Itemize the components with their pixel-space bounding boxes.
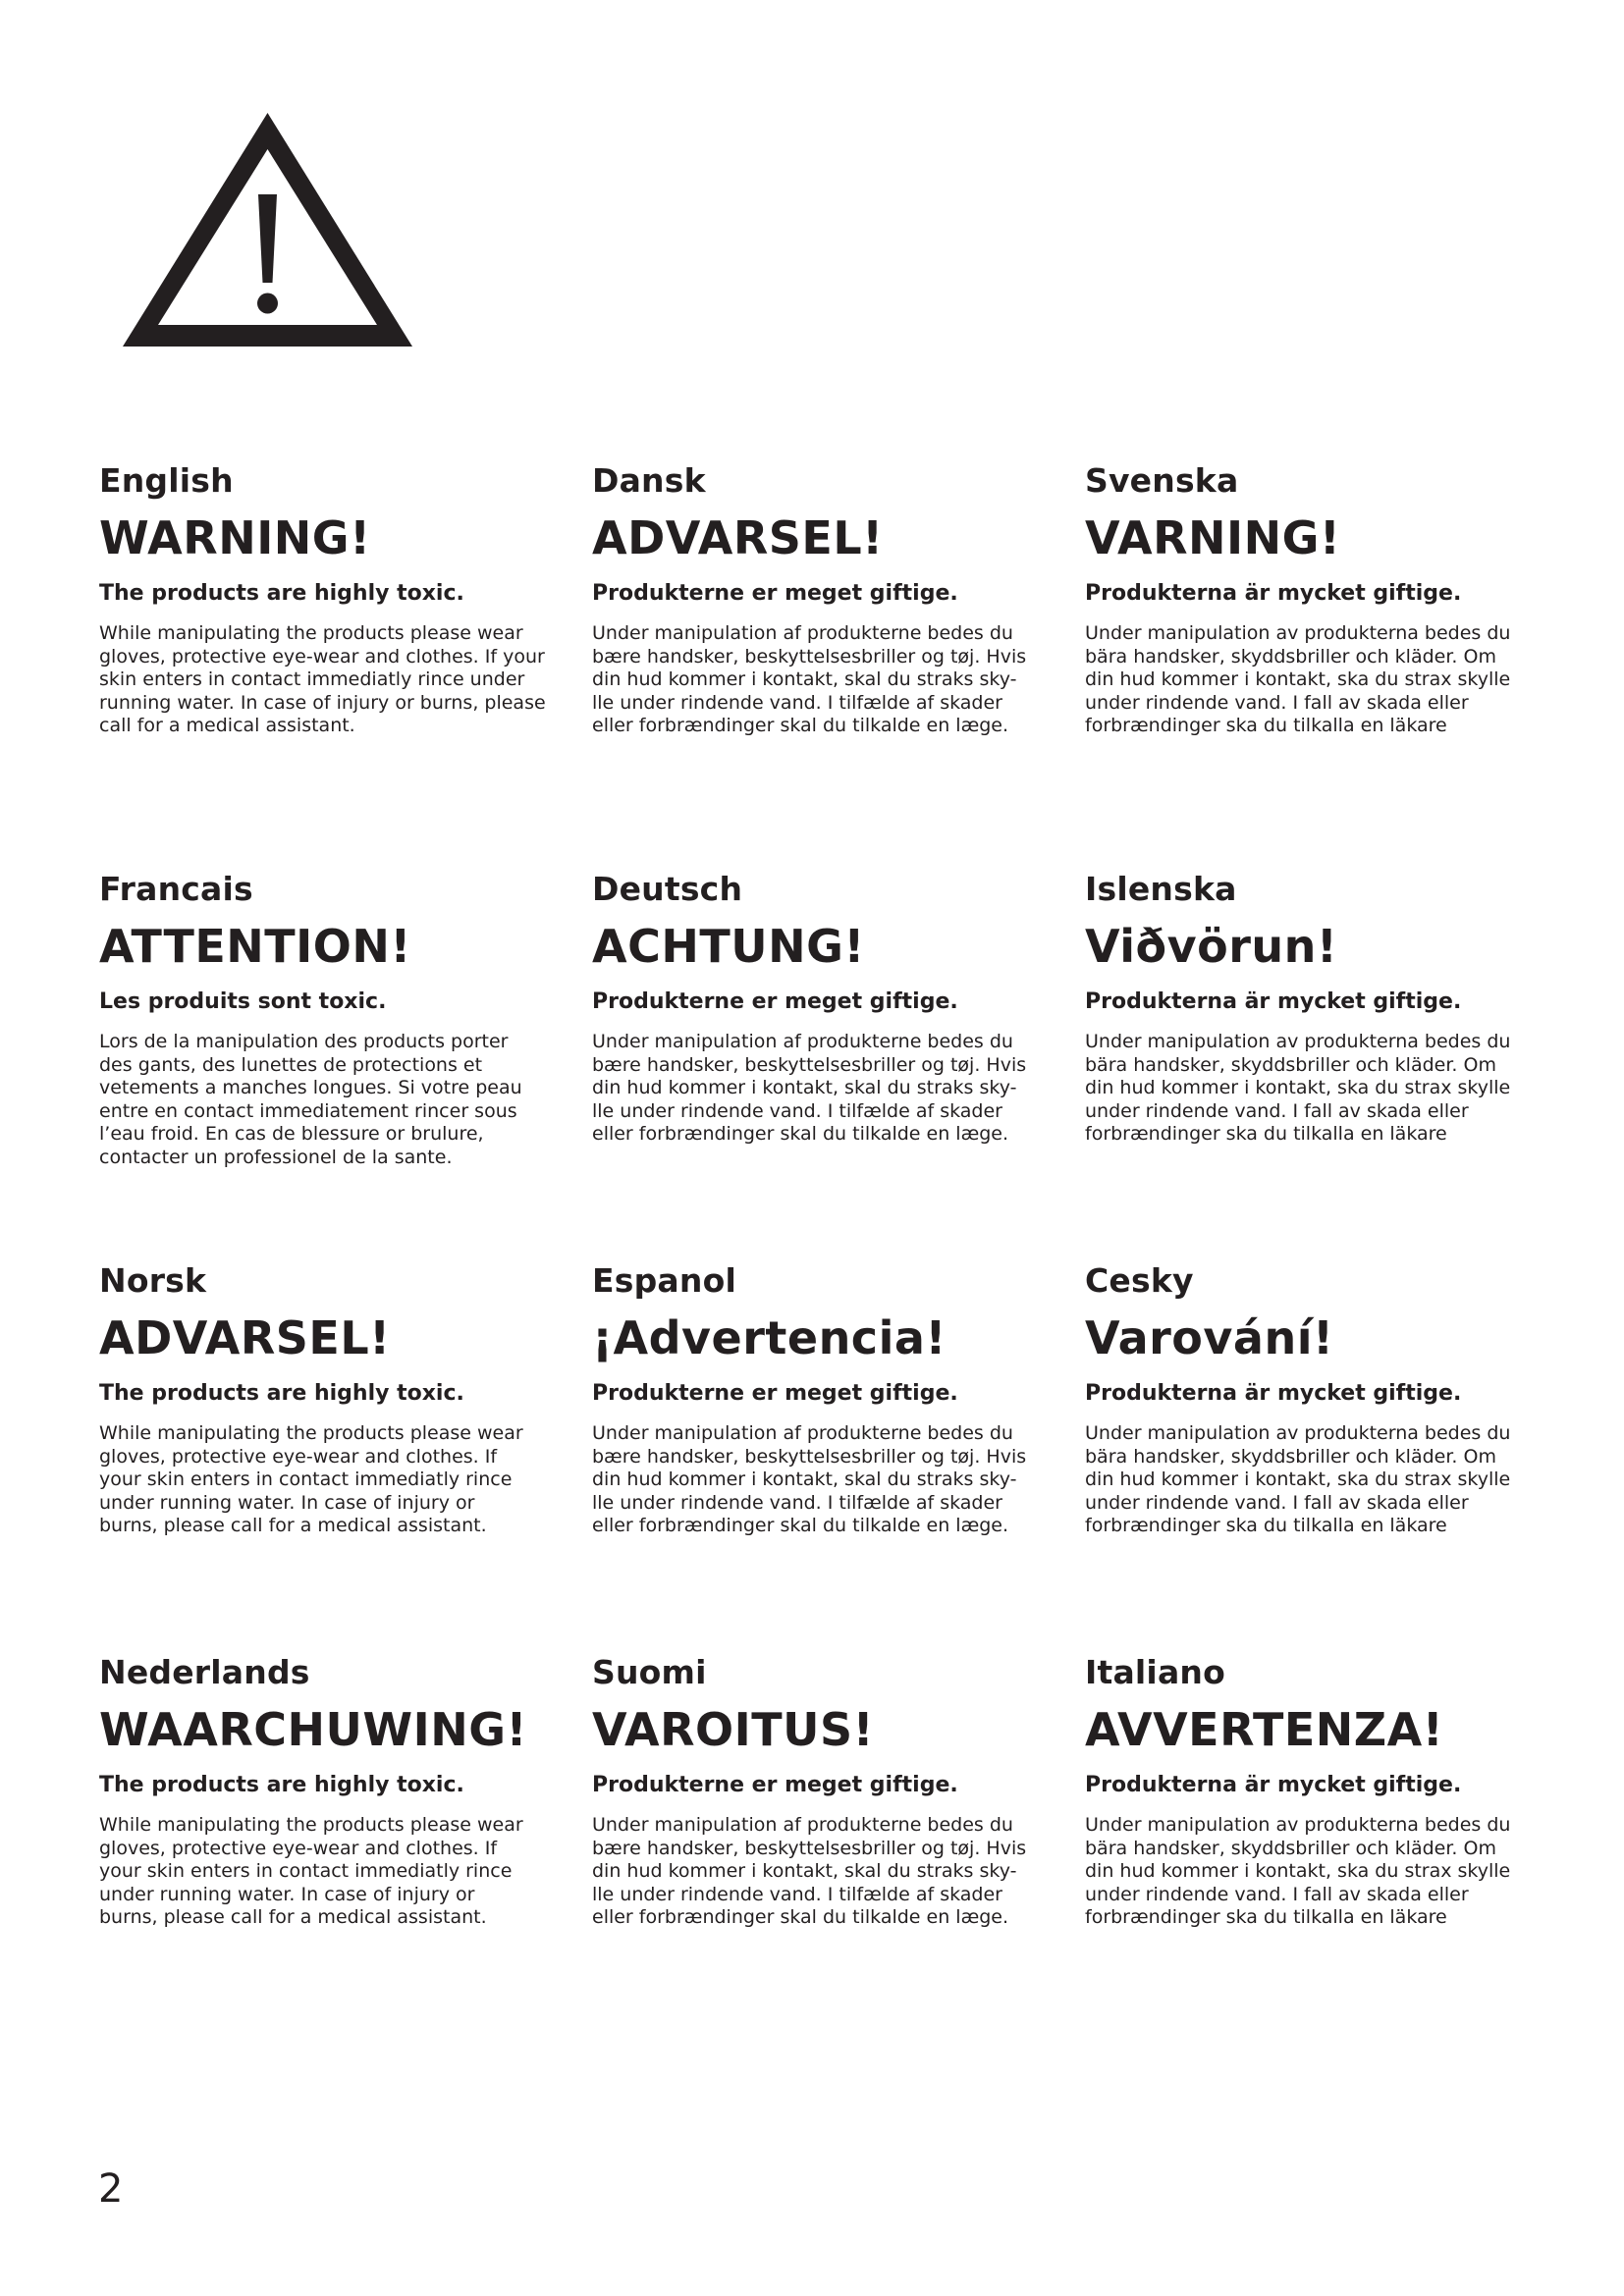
warning-section-cesky [1085,1259,1578,1651]
warning-subheading: Produkterna är mycket giftige. [1085,1773,1462,1797]
warning-headline: ADVARSEL! [592,511,884,564]
warning-section-dansk [592,459,1085,868]
warning-headline: AVVERTENZA! [1085,1703,1444,1756]
warning-section-francais [99,868,592,1259]
warning-subheading: Les produits sont toxic. [99,989,387,1014]
language-name: Espanol [592,1261,736,1300]
warning-body: Under manipulation af produkterne bedes du bære handsker, beskyttelsesbriller og tøj. Hvis din hud kommer i kontakt, skal du straks sky- lle under rindende vand. I tilfælde af skader eller forbrændinger skal du tilkalde en læge. [592,1814,1027,1928]
warning-headline: Viðvörun! [1085,920,1338,973]
warning-section-espanol [592,1259,1085,1651]
warning-headline: Varování! [1085,1311,1334,1364]
warning-triangle-icon [118,108,417,351]
page-number: 2 [98,2166,124,2212]
warning-body: Under manipulation af produkterne bedes du bære handsker, beskyttelsesbriller og tøj. Hvis din hud kommer i kontakt, skal du straks sky- lle under rindende vand. I tilfælde af skader eller forbrændinger skal du tilkalde en læge. [592,622,1027,736]
language-name: English [99,461,234,500]
warning-body: While manipulating the products please wear gloves, protective eye-wear and clothes. If your skin enters in contact immediatly rince under running water. In case of injury or burns, please call for a medical assistant. [99,1814,523,1928]
warning-headline: ACHTUNG! [592,920,865,973]
warning-subheading: Produkterne er meget giftige. [592,1773,958,1797]
language-name: Italiano [1085,1653,1225,1691]
warning-subheading: Produkterna är mycket giftige. [1085,989,1462,1014]
warning-subheading: The products are highly toxic. [99,1381,464,1406]
warning-headline: ¡Advertencia! [592,1311,947,1364]
warning-body: Under manipulation af produkterne bedes du bære handsker, beskyttelsesbriller og tøj. Hvis din hud kommer i kontakt, skal du straks sky- lle under rindende vand. I tilfælde af skader eller forbrændinger skal du tilkalde en læge. [592,1031,1027,1145]
language-name: Islenska [1085,870,1237,908]
warning-body: Under manipulation av produkterna bedes du bära handsker, skyddsbriller och kläder. Om din hud kommer i kontakt, ska du strax skylle under rindende vand. I fall av skada eller forbrændinger ska du tilkalla en läkare [1085,622,1511,736]
language-name: Francais [99,870,253,908]
warning-body: Under manipulation av produkterna bedes du bära handsker, skyddsbriller och kläder. Om din hud kommer i kontakt, ska du strax skylle under rindende vand. I fall av skada eller forbrændinger ska du tilkalla en läkare [1085,1814,1511,1928]
warning-headline: VAROITUS! [592,1703,875,1756]
warning-body: Under manipulation af produkterne bedes du bære handsker, beskyttelsesbriller og tøj. Hvis din hud kommer i kontakt, skal du straks sky- lle under rindende vand. I tilfælde af skader eller forbrændinger skal du tilkalde en læge. [592,1422,1027,1536]
language-name: Svenska [1085,461,1239,500]
warning-section-svenska [1085,459,1578,868]
warning-subheading: The products are highly toxic. [99,1773,464,1797]
warning-subheading: Produkterna är mycket giftige. [1085,581,1462,606]
warning-section-suomi [592,1651,1085,2043]
warning-subheading: Produkterne er meget giftige. [592,989,958,1014]
warning-subheading: Produkterne er meget giftige. [592,581,958,606]
warning-headline: ADVARSEL! [99,1311,391,1364]
language-name: Deutsch [592,870,743,908]
warning-section-english [99,459,592,868]
warning-subheading: Produkterne er meget giftige. [592,1381,958,1406]
language-name: Norsk [99,1261,207,1300]
warning-headline: ATTENTION! [99,920,411,973]
language-name: Nederlands [99,1653,310,1691]
warning-subheading: The products are highly toxic. [99,581,464,606]
warning-body: While manipulating the products please wear gloves, protective eye-wear and clothes. If your skin enters in contact immediatly rince under running water. In case of injury or burns, please call for a medical assistant. [99,1422,523,1536]
warning-headline: WAARCHUWING! [99,1703,527,1756]
warning-body: Under manipulation av produkterna bedes du bära handsker, skyddsbriller och kläder. Om din hud kommer i kontakt, ska du strax skylle under rindende vand. I fall av skada eller forbrændinger ska du tilkalla en läkare [1085,1031,1511,1145]
language-name: Suomi [592,1653,707,1691]
warning-headline: VARNING! [1085,511,1341,564]
warning-section-islenska [1085,868,1578,1259]
warning-body: Under manipulation av produkterna bedes du bära handsker, skyddsbriller och kläder. Om din hud kommer i kontakt, ska du strax skylle under rindende vand. I fall av skada eller forbrændinger ska du tilkalla en läkare [1085,1422,1511,1536]
warning-section-norsk [99,1259,592,1651]
language-name: Cesky [1085,1261,1194,1300]
warning-section-italiano [1085,1651,1578,2043]
warning-headline: WARNING! [99,511,371,564]
warning-body: Lors de la manipulation des products porter des gants, des lunettes de protections et vetements a manches longues. Si votre peau entre en contact immediatement rincer sous l’eau froid. En cas de blessure or brulure, contacter un professionel de la sante. [99,1031,522,1168]
warning-section-deutsch [592,868,1085,1259]
language-name: Dansk [592,461,706,500]
warning-body: While manipulating the products please wear gloves, protective eye-wear and clothes. If your skin enters in contact immediatly rince under running water. In case of injury or burns, please call for a medical assistant. [99,622,546,736]
warnings-grid [99,459,1582,2043]
warning-section-nederlands [99,1651,592,2043]
warning-subheading: Produkterna är mycket giftige. [1085,1381,1462,1406]
